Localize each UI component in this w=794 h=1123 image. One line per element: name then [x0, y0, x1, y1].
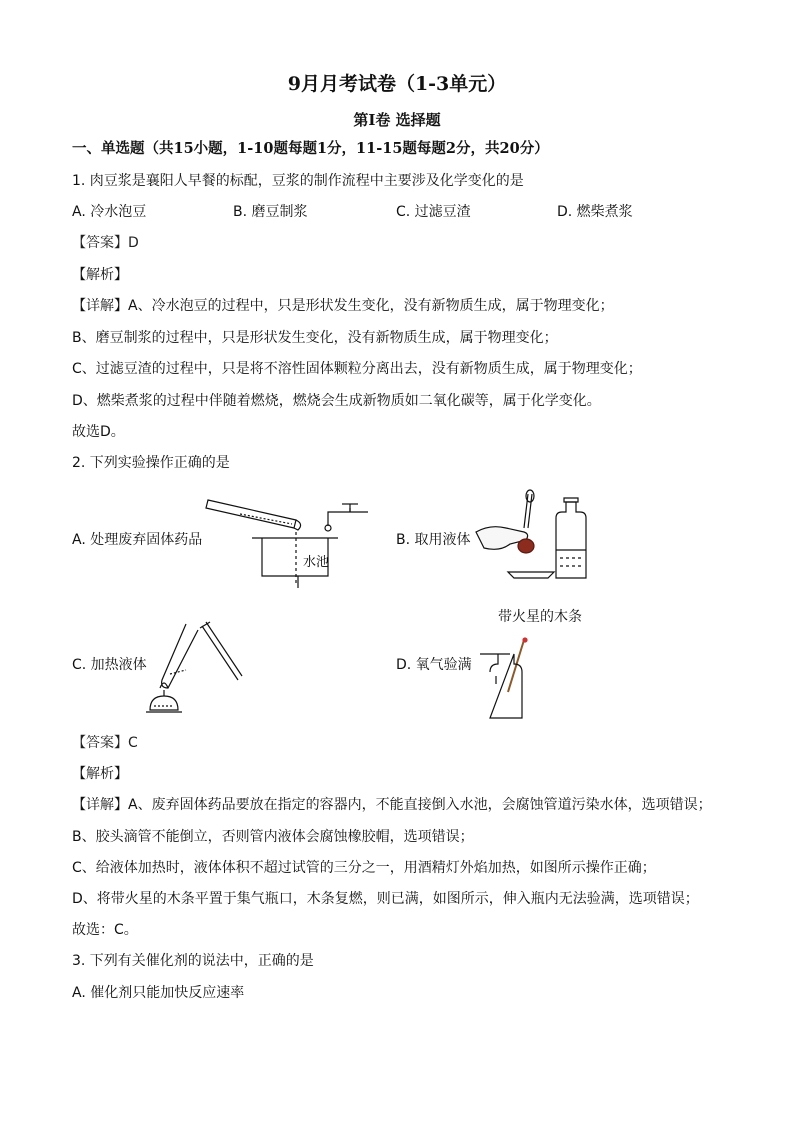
q2-option-c: C. 加热液体 [72, 657, 147, 673]
q1-detail-line: B、磨豆制浆的过程中，只是形状发生变化，没有新物质生成，属于物理变化； [72, 330, 558, 346]
q2-option-b: B. 取用液体 [396, 532, 471, 548]
q1-stem: 1. 肉豆浆是襄阳人早餐的标配，豆浆的制作流程中主要涉及化学变化的是 [72, 173, 524, 189]
figure-dropper [470, 488, 600, 588]
figure-oxygen-test [480, 636, 570, 722]
water-label: 水池 [303, 555, 330, 570]
figure-heating [140, 618, 250, 718]
q1-detail-line: 【详解】A、冷水泡豆的过程中，只是形状发生变化，没有新物质生成，属于物理变化； [72, 298, 614, 314]
q1-option-d: D. 燃柴煮浆 [557, 204, 633, 220]
q2-detail-line: D、将带火星的木条平置于集气瓶口，木条复燃，则已满，如图所示，伸入瓶内无法验满，选项错误； [72, 891, 699, 907]
q2-detail-line: 故选：C。 [72, 922, 138, 938]
q1-option-b: B. 磨豆制浆 [233, 204, 308, 220]
q1-detail-line: 故选D。 [72, 424, 125, 440]
q2-stem: 2. 下列实验操作正确的是 [72, 455, 230, 471]
q2-analysis-label: 【解析】 [72, 766, 128, 782]
stick-label: 带火星的木条 [498, 609, 582, 625]
q3-option-a: A. 催化剂只能加快反应速率 [72, 985, 245, 1001]
q3-stem: 3. 下列有关催化剂的说法中，正确的是 [72, 953, 314, 969]
q1-analysis-label: 【解析】 [72, 267, 128, 283]
q1-option-a: A. 冷水泡豆 [72, 204, 147, 220]
page-title: 9月月考试卷（1-3单元） [287, 73, 507, 95]
q1-answer: 【答案】D [72, 235, 139, 251]
q1-detail-line: C、过滤豆渣的过程中，只是将不溶性固体颗粒分离出去，没有新物质生成，属于物理变化； [72, 361, 642, 377]
q2-detail-line: B、胶头滴管不能倒立，否则管内液体会腐蚀橡胶帽，选项错误； [72, 829, 474, 845]
q1-detail-line: D、燃柴煮浆的过程中伴随着燃烧，燃烧会生成新物质如二氧化碳等，属于化学变化。 [72, 393, 601, 409]
q2-option-a: A. 处理废弃固体药品 [72, 532, 203, 548]
q2-detail-line: 【详解】A、废弃固体药品要放在指定的容器内，不能直接倒入水池，会腐蚀管道污染水体，选项错误； [72, 797, 712, 813]
figure-waste-disposal [200, 490, 380, 590]
page-subtitle: 第Ⅰ卷 选择题 [353, 111, 441, 129]
q2-option-d: D. 氧气验满 [396, 657, 472, 673]
q2-detail-line: C、给液体加热时，液体体积不超过试管的三分之一，用酒精灯外焰加热，如图所示操作正确； [72, 860, 656, 876]
section-heading: 一、单选题（共15小题，1-10题每题1分，11-15题每题2分，共20分） [72, 140, 549, 157]
q2-answer: 【答案】C [72, 735, 138, 751]
q1-option-c: C. 过滤豆渣 [396, 204, 471, 220]
